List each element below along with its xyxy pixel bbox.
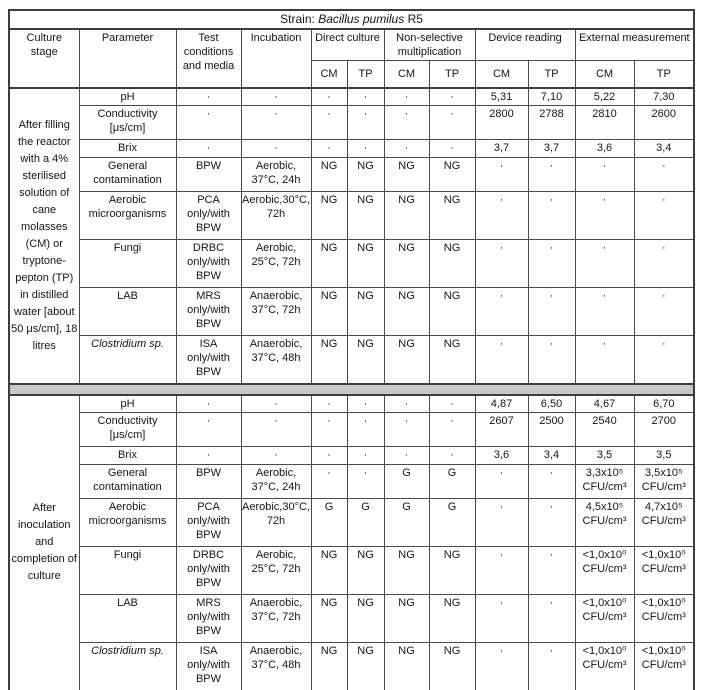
direct-culture-tp-cell: NG (347, 643, 384, 690)
parameter-cell: Conductivity [μs/cm] (79, 106, 176, 140)
table-row (9, 240, 694, 288)
external-measurement-tp-cell: <1,0x10⁰ CFU/cm³ (634, 643, 694, 690)
direct-culture-cm-cell: · (311, 413, 347, 447)
table-row (9, 547, 694, 595)
test-conditions-cell: · (176, 395, 241, 413)
incubation-cell: · (241, 106, 311, 140)
table-row (9, 465, 694, 499)
header-nonselective-multiplication: Non-selective multiplication (384, 29, 475, 61)
direct-culture-cm-cell: NG (311, 240, 347, 288)
table-header (9, 10, 694, 88)
parameter-cell: pH (79, 88, 176, 106)
section-separator (9, 384, 694, 395)
direct-culture-tp-cell: · (347, 140, 384, 158)
incubation-cell: Aerobic, 37°C, 24h (241, 158, 311, 192)
direct-culture-cm-cell: · (311, 106, 347, 140)
device-reading-tp-cell: · (528, 547, 575, 595)
nonselective-tp-cell: NG (429, 240, 475, 288)
direct-culture-tp-cell: · (347, 106, 384, 140)
incubation-cell: · (241, 395, 311, 413)
table-row (9, 643, 694, 690)
device-reading-cm-cell: · (475, 643, 528, 690)
external-measurement-cm-cell: 4,5x10⁵ CFU/cm³ (575, 499, 634, 547)
table-row (9, 288, 694, 336)
header-nonsel-tp: TP (429, 61, 475, 88)
external-measurement-tp-cell: · (634, 240, 694, 288)
external-measurement-tp-cell: 4,7x10⁵ CFU/cm³ (634, 499, 694, 547)
incubation-cell: Anaerobic, 37°C, 72h (241, 595, 311, 643)
device-reading-tp-cell: 6,50 (528, 395, 575, 413)
device-reading-cm-cell: 2607 (475, 413, 528, 447)
incubation-cell: · (241, 140, 311, 158)
test-conditions-cell: · (176, 140, 241, 158)
parameter-cell: Fungi (79, 547, 176, 595)
direct-culture-cm-cell: NG (311, 192, 347, 240)
nonselective-cm-cell: NG (384, 547, 429, 595)
header-group-row (9, 29, 694, 61)
incubation-cell: Aerobic, 25°C, 72h (241, 547, 311, 595)
external-measurement-cm-cell: 3,5 (575, 447, 634, 465)
parameter-cell: Clostridium sp. (79, 643, 176, 690)
parameter-cell: Conductivity [μs/cm] (79, 413, 176, 447)
header-test-conditions: Test conditions and media (176, 29, 241, 88)
direct-culture-tp-cell: NG (347, 336, 384, 384)
external-measurement-tp-cell: · (634, 192, 694, 240)
parameter-cell: Brix (79, 447, 176, 465)
external-measurement-tp-cell: · (634, 158, 694, 192)
direct-culture-tp-cell: NG (347, 158, 384, 192)
incubation-cell: · (241, 88, 311, 106)
nonselective-cm-cell: NG (384, 158, 429, 192)
device-reading-tp-cell: · (528, 288, 575, 336)
direct-culture-cm-cell: · (311, 447, 347, 465)
table-row (9, 413, 694, 447)
direct-culture-cm-cell: NG (311, 336, 347, 384)
direct-culture-cm-cell: NG (311, 595, 347, 643)
test-conditions-cell: · (176, 447, 241, 465)
parameter-cell: LAB (79, 288, 176, 336)
table-title (9, 10, 694, 29)
nonselective-cm-cell: NG (384, 643, 429, 690)
direct-culture-tp-cell: · (347, 465, 384, 499)
external-measurement-tp-cell: 2600 (634, 106, 694, 140)
nonselective-cm-cell: · (384, 106, 429, 140)
test-conditions-cell: · (176, 106, 241, 140)
header-device-reading: Device reading (475, 29, 575, 61)
incubation-cell: Aerobic,30°C, 72h (241, 192, 311, 240)
nonselective-cm-cell: NG (384, 192, 429, 240)
strain-results-table (8, 9, 695, 690)
device-reading-cm-cell: 2800 (475, 106, 528, 140)
header-incubation: Incubation (241, 29, 311, 88)
table-row (9, 192, 694, 240)
direct-culture-tp-cell: NG (347, 595, 384, 643)
direct-culture-tp-cell: NG (347, 192, 384, 240)
device-reading-cm-cell: · (475, 499, 528, 547)
nonselective-cm-cell: NG (384, 240, 429, 288)
table-row (9, 336, 694, 384)
device-reading-cm-cell: 4,87 (475, 395, 528, 413)
device-reading-cm-cell: · (475, 465, 528, 499)
table-row (9, 447, 694, 465)
device-reading-tp-cell: · (528, 336, 575, 384)
external-measurement-cm-cell: <1,0x10⁰ CFU/cm³ (575, 643, 634, 690)
external-measurement-cm-cell: · (575, 288, 634, 336)
external-measurement-cm-cell: 2810 (575, 106, 634, 140)
device-reading-cm-cell: 5,31 (475, 88, 528, 106)
device-reading-cm-cell: · (475, 158, 528, 192)
device-reading-tp-cell: · (528, 595, 575, 643)
nonselective-cm-cell: · (384, 140, 429, 158)
incubation-cell: Anaerobic, 37°C, 48h (241, 336, 311, 384)
nonselective-tp-cell: · (429, 447, 475, 465)
device-reading-tp-cell: 3,7 (528, 140, 575, 158)
external-measurement-cm-cell: · (575, 192, 634, 240)
section-after-inoculation (9, 395, 694, 690)
external-measurement-tp-cell: 3,5 (634, 447, 694, 465)
external-measurement-cm-cell: 4,67 (575, 395, 634, 413)
nonselective-cm-cell: · (384, 413, 429, 447)
incubation-cell: Anaerobic, 37°C, 72h (241, 288, 311, 336)
parameter-cell: pH (79, 395, 176, 413)
device-reading-tp-cell: · (528, 465, 575, 499)
culture-stage-cell: After filling the reactor with a 4% sterilised solution of cane molasses (CM) or tryptone-pepton (TP) in distilled water [about 50 μs/cm], 18 litres (9, 88, 79, 384)
external-measurement-tp-cell: 7,30 (634, 88, 694, 106)
nonselective-cm-cell: G (384, 499, 429, 547)
external-measurement-cm-cell: 3,3x10⁵ CFU/cm³ (575, 465, 634, 499)
device-reading-cm-cell: · (475, 288, 528, 336)
strain-name: Bacillus pumilus (318, 12, 405, 26)
header-direct-cm: CM (311, 61, 347, 88)
header-external-tp: TP (634, 61, 694, 88)
test-conditions-cell: PCA only/with BPW (176, 192, 241, 240)
nonselective-tp-cell: NG (429, 643, 475, 690)
device-reading-cm-cell: · (475, 240, 528, 288)
header-culture-stage: Culture stage (9, 29, 79, 88)
direct-culture-cm-cell: NG (311, 288, 347, 336)
parameter-cell: General contamination (79, 158, 176, 192)
section-before-inoculation (9, 88, 694, 384)
external-measurement-cm-cell: <1,0x10⁰ CFU/cm³ (575, 595, 634, 643)
test-conditions-cell: · (176, 88, 241, 106)
parameter-cell: General contamination (79, 465, 176, 499)
test-conditions-cell: BPW (176, 158, 241, 192)
external-measurement-tp-cell: · (634, 288, 694, 336)
nonselective-tp-cell: NG (429, 547, 475, 595)
nonselective-tp-cell: · (429, 395, 475, 413)
test-conditions-cell: PCA only/with BPW (176, 499, 241, 547)
table-row (9, 88, 694, 106)
header-direct-culture: Direct culture (311, 29, 384, 61)
device-reading-tp-cell: · (528, 158, 575, 192)
nonselective-tp-cell: NG (429, 336, 475, 384)
device-reading-cm-cell: · (475, 336, 528, 384)
direct-culture-cm-cell: NG (311, 158, 347, 192)
direct-culture-tp-cell: · (347, 395, 384, 413)
device-reading-tp-cell: 2500 (528, 413, 575, 447)
parameter-cell: Brix (79, 140, 176, 158)
header-external-measurement: External measurement (575, 29, 694, 61)
table-row (9, 106, 694, 140)
nonselective-cm-cell: NG (384, 595, 429, 643)
external-measurement-tp-cell: 6,70 (634, 395, 694, 413)
nonselective-tp-cell: NG (429, 595, 475, 643)
table-row (9, 158, 694, 192)
device-reading-tp-cell: 2788 (528, 106, 575, 140)
device-reading-tp-cell: · (528, 192, 575, 240)
separator-row (9, 384, 694, 395)
device-reading-tp-cell: · (528, 643, 575, 690)
test-conditions-cell: MRS only/with BPW (176, 288, 241, 336)
test-conditions-cell: DRBC only/with BPW (176, 240, 241, 288)
header-device-tp: TP (528, 61, 575, 88)
device-reading-tp-cell: · (528, 499, 575, 547)
nonselective-cm-cell: NG (384, 336, 429, 384)
external-measurement-cm-cell: 5,22 (575, 88, 634, 106)
incubation-cell: · (241, 447, 311, 465)
external-measurement-cm-cell: <1,0x10⁰ CFU/cm³ (575, 547, 634, 595)
header-nonsel-cm: CM (384, 61, 429, 88)
external-measurement-tp-cell: <1,0x10⁰ CFU/cm³ (634, 595, 694, 643)
culture-stage-cell: After inoculation and completion of culture (9, 395, 79, 690)
nonselective-tp-cell: NG (429, 158, 475, 192)
direct-culture-cm-cell: · (311, 465, 347, 499)
direct-culture-tp-cell: · (347, 447, 384, 465)
nonselective-cm-cell: G (384, 465, 429, 499)
parameter-cell: Fungi (79, 240, 176, 288)
direct-culture-cm-cell: NG (311, 547, 347, 595)
device-reading-tp-cell: 7,10 (528, 88, 575, 106)
device-reading-cm-cell: 3,6 (475, 447, 528, 465)
title-row (9, 10, 694, 29)
device-reading-cm-cell: · (475, 595, 528, 643)
test-conditions-cell: BPW (176, 465, 241, 499)
incubation-cell: Aerobic,30°C, 72h (241, 499, 311, 547)
direct-culture-tp-cell: NG (347, 240, 384, 288)
direct-culture-cm-cell: · (311, 88, 347, 106)
table-row (9, 595, 694, 643)
external-measurement-tp-cell: 3,4 (634, 140, 694, 158)
direct-culture-cm-cell: · (311, 395, 347, 413)
incubation-cell: Aerobic, 37°C, 24h (241, 465, 311, 499)
nonselective-tp-cell: · (429, 140, 475, 158)
direct-culture-tp-cell: G (347, 499, 384, 547)
nonselective-tp-cell: · (429, 88, 475, 106)
strain-code: R5 (407, 12, 423, 26)
nonselective-tp-cell: NG (429, 288, 475, 336)
external-measurement-tp-cell: <1,0x10⁰ CFU/cm³ (634, 547, 694, 595)
direct-culture-tp-cell: NG (347, 547, 384, 595)
nonselective-cm-cell: NG (384, 288, 429, 336)
nonselective-cm-cell: · (384, 88, 429, 106)
external-measurement-cm-cell: 2540 (575, 413, 634, 447)
device-reading-cm-cell: · (475, 547, 528, 595)
incubation-cell: · (241, 413, 311, 447)
incubation-cell: Aerobic, 25°C, 72h (241, 240, 311, 288)
direct-culture-cm-cell: NG (311, 643, 347, 690)
external-measurement-cm-cell: · (575, 336, 634, 384)
external-measurement-cm-cell: · (575, 240, 634, 288)
device-reading-cm-cell: 3,7 (475, 140, 528, 158)
test-conditions-cell: DRBC only/with BPW (176, 547, 241, 595)
device-reading-tp-cell: 3,4 (528, 447, 575, 465)
table-row (9, 499, 694, 547)
parameter-cell: Clostridium sp. (79, 336, 176, 384)
direct-culture-tp-cell: NG (347, 288, 384, 336)
direct-culture-tp-cell: · (347, 413, 384, 447)
header-parameter: Parameter (79, 29, 176, 88)
header-external-cm: CM (575, 61, 634, 88)
nonselective-tp-cell: · (429, 413, 475, 447)
header-direct-tp: TP (347, 61, 384, 88)
parameter-cell: Aerobic microorganisms (79, 192, 176, 240)
nonselective-tp-cell: NG (429, 192, 475, 240)
external-measurement-tp-cell: 3,5x10⁵ CFU/cm³ (634, 465, 694, 499)
table-row (9, 140, 694, 158)
direct-culture-cm-cell: G (311, 499, 347, 547)
nonselective-tp-cell: G (429, 465, 475, 499)
test-conditions-cell: ISA only/with BPW (176, 336, 241, 384)
device-reading-cm-cell: · (475, 192, 528, 240)
external-measurement-cm-cell: · (575, 158, 634, 192)
header-device-cm: CM (475, 61, 528, 88)
parameter-cell: Aerobic microorganisms (79, 499, 176, 547)
device-reading-tp-cell: · (528, 240, 575, 288)
nonselective-cm-cell: · (384, 395, 429, 413)
external-measurement-tp-cell: · (634, 336, 694, 384)
parameter-cell: LAB (79, 595, 176, 643)
direct-culture-cm-cell: · (311, 140, 347, 158)
external-measurement-tp-cell: 2700 (634, 413, 694, 447)
nonselective-tp-cell: G (429, 499, 475, 547)
direct-culture-tp-cell: · (347, 88, 384, 106)
incubation-cell: Anaerobic, 37°C, 48h (241, 643, 311, 690)
separator-bar (9, 384, 694, 395)
strain-label: Strain: (280, 12, 315, 26)
test-conditions-cell: · (176, 413, 241, 447)
nonselective-tp-cell: · (429, 106, 475, 140)
test-conditions-cell: MRS only/with BPW (176, 595, 241, 643)
table-row (9, 395, 694, 413)
test-conditions-cell: ISA only/with BPW (176, 643, 241, 690)
nonselective-cm-cell: · (384, 447, 429, 465)
external-measurement-cm-cell: 3,6 (575, 140, 634, 158)
